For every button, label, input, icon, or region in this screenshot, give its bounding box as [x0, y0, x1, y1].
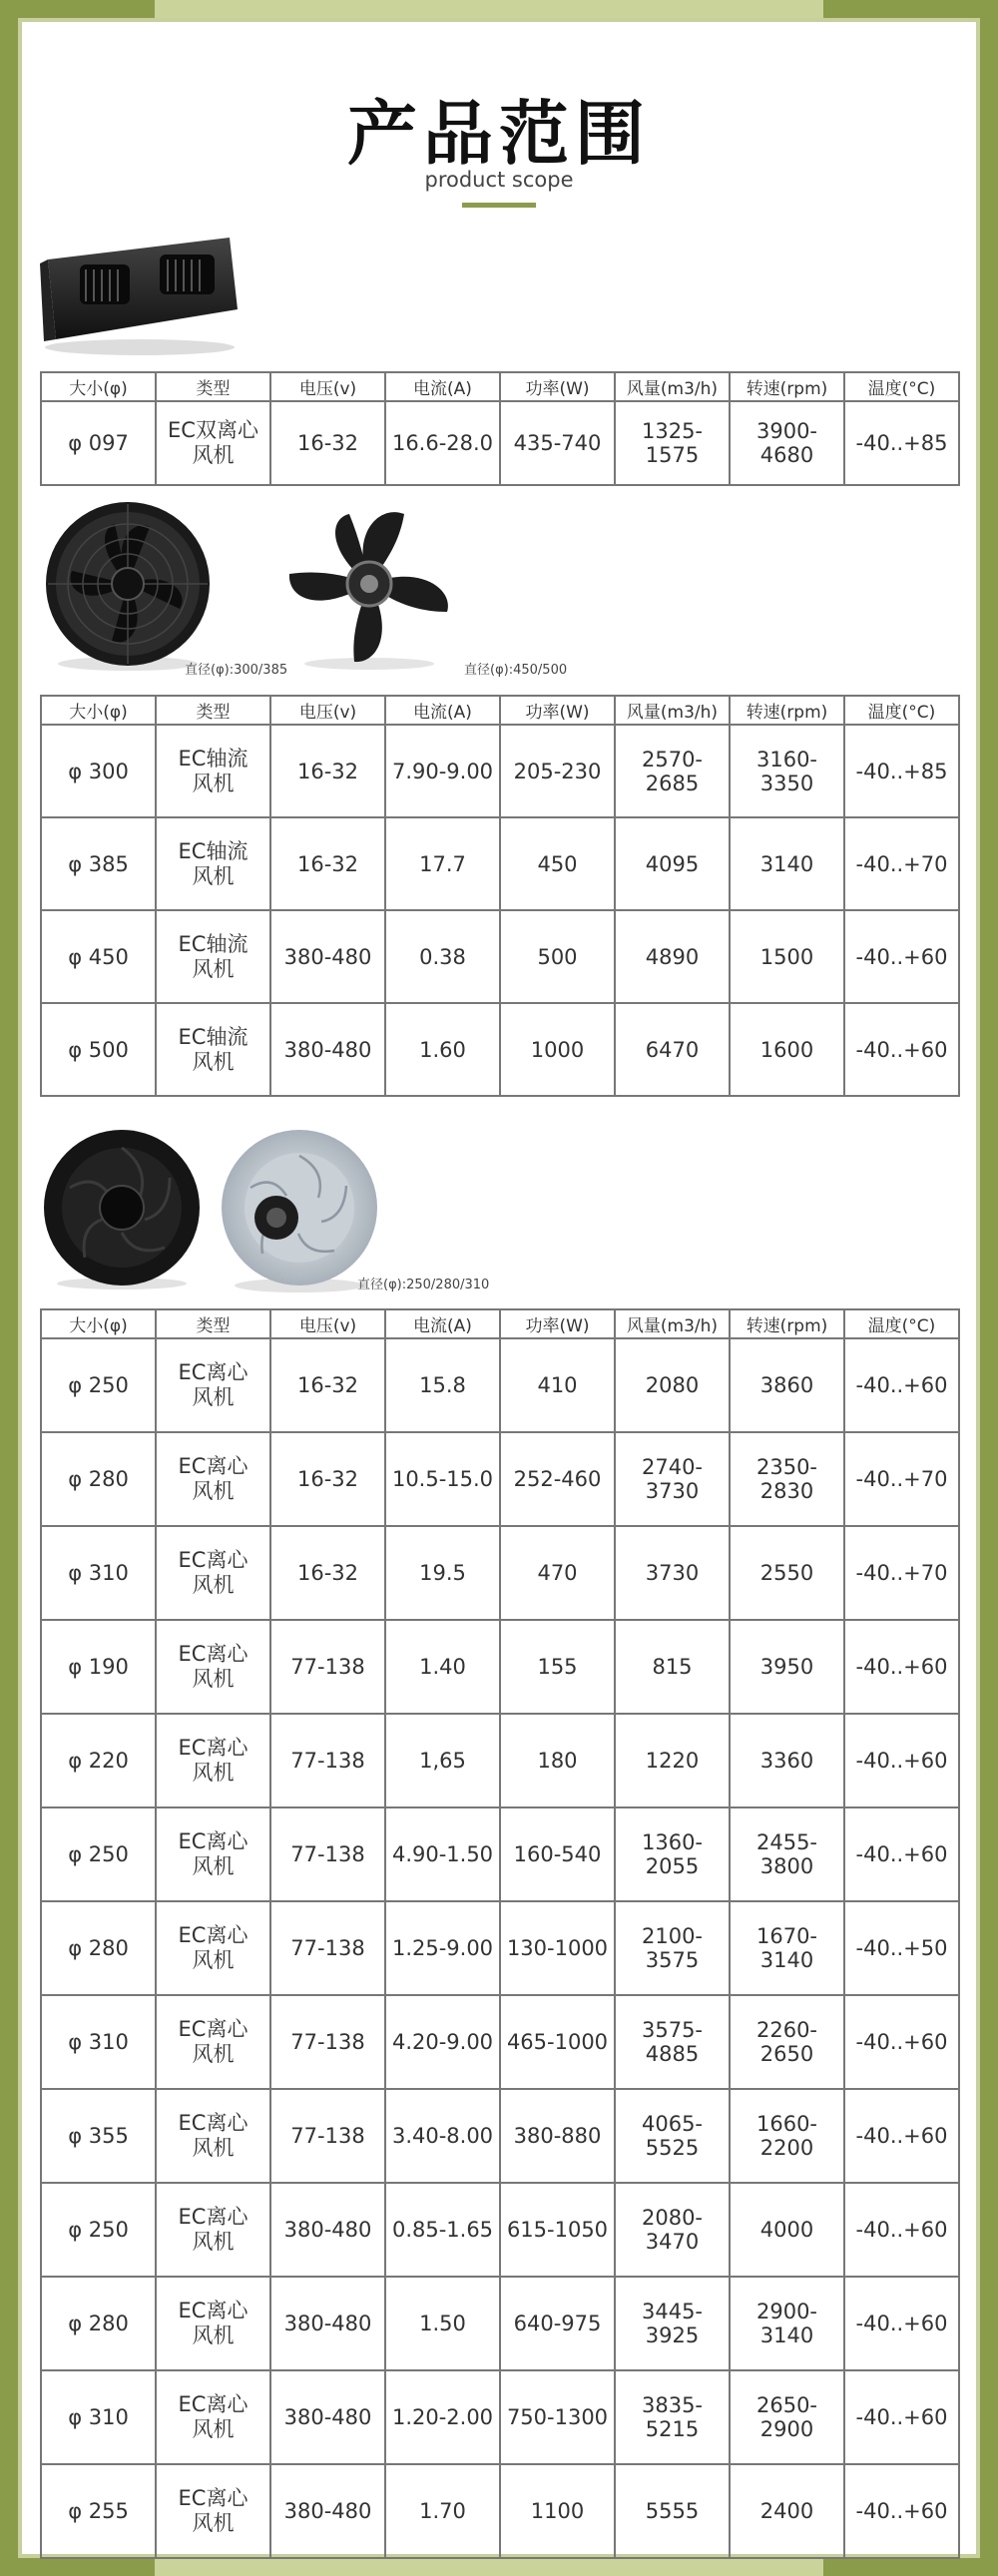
- cell-type: EC轴流 风机: [156, 1003, 270, 1096]
- cell-airflow: 4095: [615, 817, 730, 910]
- cell-current: 1.40: [385, 1620, 500, 1714]
- table-row: [41, 725, 959, 817]
- cell-speed: 2900-3140: [730, 2277, 844, 2370]
- cell-power: 450: [500, 817, 615, 910]
- cell-type: EC离心 风机: [156, 1432, 270, 1526]
- cell-airflow: 2100-3575: [615, 1901, 730, 1995]
- cell-airflow: 2570-2685: [615, 725, 730, 817]
- cell-type: EC离心 风机: [156, 2277, 270, 2370]
- cell-temperature: -40..+60: [844, 1620, 959, 1714]
- cell-current: 10.5-15.0: [385, 1432, 500, 1526]
- cell-speed: 2550: [730, 1526, 844, 1620]
- cell-airflow: 2080-3470: [615, 2183, 730, 2277]
- cell-speed: 2350-2830: [730, 1432, 844, 1526]
- cell-speed: 2650-2900: [730, 2370, 844, 2464]
- column-header-speed: 转速(rpm): [730, 372, 844, 401]
- page-title: 产品范围: [347, 93, 651, 175]
- cell-airflow: 4065-5525: [615, 2089, 730, 2183]
- title-underline: [462, 203, 536, 208]
- table-row: [41, 2464, 959, 2558]
- cell-voltage: 16-32: [270, 1432, 385, 1526]
- cell-power: 130-1000: [500, 1901, 615, 1995]
- section-3-caption: 直径(φ):250/280/310: [357, 1278, 490, 1292]
- double-centrifugal-fan-image: [40, 230, 240, 359]
- cell-type: EC离心 风机: [156, 2464, 270, 2558]
- cell-size: φ 097: [41, 401, 156, 485]
- cell-size: φ 190: [41, 1620, 156, 1714]
- spec-table-axial: [40, 695, 960, 1097]
- cell-current: 0.38: [385, 910, 500, 1003]
- column-header-power: 功率(W): [500, 1309, 615, 1338]
- cell-speed: 2260-2650: [730, 1995, 844, 2089]
- cell-speed: 1670-3140: [730, 1901, 844, 1995]
- table-row: [41, 1526, 959, 1620]
- cell-temperature: -40..+70: [844, 817, 959, 910]
- table-row: [41, 1995, 959, 2089]
- cell-voltage: 380-480: [270, 2464, 385, 2558]
- cell-size: φ 355: [41, 2089, 156, 2183]
- column-header-speed: 转速(rpm): [730, 696, 844, 725]
- table-row: [41, 2089, 959, 2183]
- table-row: [41, 1003, 959, 1096]
- cell-airflow: 4890: [615, 910, 730, 1003]
- cell-temperature: -40..+70: [844, 1526, 959, 1620]
- cell-voltage: 380-480: [270, 2183, 385, 2277]
- table-header-row: [41, 372, 959, 401]
- cell-size: φ 280: [41, 2277, 156, 2370]
- bottom-accent-bar: [155, 2558, 823, 2576]
- cell-power: 640-975: [500, 2277, 615, 2370]
- table-row: [41, 2183, 959, 2277]
- cell-type: EC离心 风机: [156, 1338, 270, 1432]
- cell-current: 1.20-2.00: [385, 2370, 500, 2464]
- cell-current: 19.5: [385, 1526, 500, 1620]
- cell-size: φ 300: [41, 725, 156, 817]
- cell-temperature: -40..+60: [844, 1995, 959, 2089]
- cell-voltage: 16-32: [270, 1526, 385, 1620]
- cell-airflow: 1220: [615, 1714, 730, 1807]
- cell-speed: 2400: [730, 2464, 844, 2558]
- cell-voltage: 77-138: [270, 2089, 385, 2183]
- cell-size: φ 310: [41, 2370, 156, 2464]
- table-row: [41, 1714, 959, 1807]
- cell-current: 3.40-8.00: [385, 2089, 500, 2183]
- cell-temperature: -40..+85: [844, 401, 959, 485]
- cell-voltage: 16-32: [270, 725, 385, 817]
- cell-power: 615-1050: [500, 2183, 615, 2277]
- cell-type: EC轴流 风机: [156, 910, 270, 1003]
- cell-current: 1.60: [385, 1003, 500, 1096]
- section-2-caption-1: 直径(φ):300/385: [185, 663, 288, 678]
- column-header-temperature: 温度(°C): [844, 696, 959, 725]
- cell-size: φ 250: [41, 2183, 156, 2277]
- cell-airflow: 815: [615, 1620, 730, 1714]
- column-header-type: 类型: [156, 372, 270, 401]
- cell-voltage: 77-138: [270, 1620, 385, 1714]
- cell-airflow: 1325-1575: [615, 401, 730, 485]
- table-row: [41, 2277, 959, 2370]
- cell-power: 180: [500, 1714, 615, 1807]
- cell-size: φ 450: [41, 910, 156, 1003]
- cell-airflow: 3445-3925: [615, 2277, 730, 2370]
- cell-type: EC离心 风机: [156, 1807, 270, 1901]
- spec-table-double-centrifugal: [40, 371, 960, 486]
- cell-speed: 3950: [730, 1620, 844, 1714]
- cell-voltage: 380-480: [270, 1003, 385, 1096]
- spec-table-centrifugal: [40, 1308, 960, 2559]
- axial-fan-blade-image: [279, 504, 459, 674]
- cell-current: 4.20-9.00: [385, 1995, 500, 2089]
- column-header-current: 电流(A): [385, 1309, 500, 1338]
- cell-temperature: -40..+60: [844, 2277, 959, 2370]
- table-row: [41, 401, 959, 485]
- table-header-row: [41, 696, 959, 725]
- cell-size: φ 250: [41, 1338, 156, 1432]
- cell-power: 470: [500, 1526, 615, 1620]
- cell-speed: 3140: [730, 817, 844, 910]
- column-header-voltage: 电压(v): [270, 696, 385, 725]
- column-header-airflow: 风量(m3/h): [615, 696, 730, 725]
- cell-speed: 1660-2200: [730, 2089, 844, 2183]
- cell-size: φ 500: [41, 1003, 156, 1096]
- cell-current: 17.7: [385, 817, 500, 910]
- cell-voltage: 16-32: [270, 1338, 385, 1432]
- cell-current: 1.25-9.00: [385, 1901, 500, 1995]
- cell-power: 500: [500, 910, 615, 1003]
- top-accent-bar: [155, 0, 823, 18]
- column-header-voltage: 电压(v): [270, 372, 385, 401]
- cell-power: 252-460: [500, 1432, 615, 1526]
- cell-speed: 3360: [730, 1714, 844, 1807]
- cell-speed: 1600: [730, 1003, 844, 1096]
- cell-type: EC离心 风机: [156, 2370, 270, 2464]
- cell-power: 160-540: [500, 1807, 615, 1901]
- cell-airflow: 2740-3730: [615, 1432, 730, 1526]
- column-header-airflow: 风量(m3/h): [615, 372, 730, 401]
- cell-type: EC轴流 风机: [156, 725, 270, 817]
- cell-current: 1.50: [385, 2277, 500, 2370]
- cell-temperature: -40..+50: [844, 1901, 959, 1995]
- column-header-size: 大小(φ): [41, 1309, 156, 1338]
- table-header-row: [41, 1309, 959, 1338]
- cell-size: φ 310: [41, 1995, 156, 2089]
- cell-current: 0.85-1.65: [385, 2183, 500, 2277]
- centrifugal-fan-silver-image: [215, 1126, 379, 1295]
- cell-power: 1000: [500, 1003, 615, 1096]
- cell-voltage: 77-138: [270, 1714, 385, 1807]
- cell-voltage: 380-480: [270, 2370, 385, 2464]
- column-header-current: 电流(A): [385, 696, 500, 725]
- cell-size: φ 250: [41, 1807, 156, 1901]
- cell-current: 7.90-9.00: [385, 725, 500, 817]
- cell-type: EC离心 风机: [156, 1901, 270, 1995]
- column-header-temperature: 温度(°C): [844, 372, 959, 401]
- cell-size: φ 280: [41, 1901, 156, 1995]
- cell-current: 4.90-1.50: [385, 1807, 500, 1901]
- cell-speed: 3160-3350: [730, 725, 844, 817]
- cell-voltage: 77-138: [270, 1807, 385, 1901]
- column-header-current: 电流(A): [385, 372, 500, 401]
- cell-temperature: -40..+85: [844, 725, 959, 817]
- cell-airflow: 6470: [615, 1003, 730, 1096]
- column-header-airflow: 风量(m3/h): [615, 1309, 730, 1338]
- axial-fan-guard-image: [40, 499, 215, 674]
- cell-temperature: -40..+60: [844, 1807, 959, 1901]
- cell-voltage: 16-32: [270, 401, 385, 485]
- cell-type: EC离心 风机: [156, 1526, 270, 1620]
- cell-type: EC双离心 风机: [156, 401, 270, 485]
- cell-type: EC离心 风机: [156, 2183, 270, 2277]
- column-header-power: 功率(W): [500, 372, 615, 401]
- column-header-size: 大小(φ): [41, 696, 156, 725]
- table-row: [41, 2370, 959, 2464]
- cell-power: 205-230: [500, 725, 615, 817]
- cell-size: φ 310: [41, 1526, 156, 1620]
- column-header-voltage: 电压(v): [270, 1309, 385, 1338]
- cell-temperature: -40..+60: [844, 2370, 959, 2464]
- cell-size: φ 220: [41, 1714, 156, 1807]
- column-header-type: 类型: [156, 1309, 270, 1338]
- cell-current: 1.70: [385, 2464, 500, 2558]
- column-header-temperature: 温度(°C): [844, 1309, 959, 1338]
- cell-temperature: -40..+60: [844, 1338, 959, 1432]
- cell-power: 465-1000: [500, 1995, 615, 2089]
- cell-voltage: 77-138: [270, 1995, 385, 2089]
- cell-power: 1100: [500, 2464, 615, 2558]
- cell-temperature: -40..+60: [844, 1003, 959, 1096]
- cell-voltage: 380-480: [270, 910, 385, 1003]
- cell-power: 155: [500, 1620, 615, 1714]
- cell-type: EC轴流 风机: [156, 817, 270, 910]
- cell-current: 16.6-28.0: [385, 401, 500, 485]
- table-row: [41, 1338, 959, 1432]
- cell-temperature: -40..+60: [844, 2089, 959, 2183]
- cell-speed: 2455-3800: [730, 1807, 844, 1901]
- cell-size: φ 280: [41, 1432, 156, 1526]
- cell-type: EC离心 风机: [156, 1714, 270, 1807]
- cell-current: 15.8: [385, 1338, 500, 1432]
- centrifugal-fan-black-image: [40, 1128, 205, 1292]
- cell-current: 1,65: [385, 1714, 500, 1807]
- cell-voltage: 380-480: [270, 2277, 385, 2370]
- cell-type: EC离心 风机: [156, 1620, 270, 1714]
- column-header-power: 功率(W): [500, 696, 615, 725]
- cell-power: 435-740: [500, 401, 615, 485]
- cell-temperature: -40..+60: [844, 2464, 959, 2558]
- section-2-caption-2: 直径(φ):450/500: [464, 663, 568, 678]
- cell-temperature: -40..+70: [844, 1432, 959, 1526]
- cell-type: EC离心 风机: [156, 1995, 270, 2089]
- column-header-size: 大小(φ): [41, 372, 156, 401]
- cell-power: 380-880: [500, 2089, 615, 2183]
- cell-temperature: -40..+60: [844, 1714, 959, 1807]
- cell-airflow: 3835-5215: [615, 2370, 730, 2464]
- column-header-type: 类型: [156, 696, 270, 725]
- cell-airflow: 2080: [615, 1338, 730, 1432]
- cell-speed: 3900-4680: [730, 401, 844, 485]
- cell-airflow: 1360-2055: [615, 1807, 730, 1901]
- cell-power: 750-1300: [500, 2370, 615, 2464]
- cell-voltage: 77-138: [270, 1901, 385, 1995]
- cell-power: 410: [500, 1338, 615, 1432]
- cell-airflow: 3575-4885: [615, 1995, 730, 2089]
- cell-temperature: -40..+60: [844, 910, 959, 1003]
- table-row: [41, 910, 959, 1003]
- cell-size: φ 255: [41, 2464, 156, 2558]
- cell-temperature: -40..+60: [844, 2183, 959, 2277]
- cell-speed: 4000: [730, 2183, 844, 2277]
- cell-airflow: 5555: [615, 2464, 730, 2558]
- cell-size: φ 385: [41, 817, 156, 910]
- table-row: [41, 1432, 959, 1526]
- cell-type: EC离心 风机: [156, 2089, 270, 2183]
- cell-airflow: 3730: [615, 1526, 730, 1620]
- table-row: [41, 1807, 959, 1901]
- column-header-speed: 转速(rpm): [730, 1309, 844, 1338]
- table-row: [41, 1620, 959, 1714]
- cell-voltage: 16-32: [270, 817, 385, 910]
- cell-speed: 3860: [730, 1338, 844, 1432]
- table-row: [41, 817, 959, 910]
- page-subtitle: product scope: [424, 168, 574, 192]
- cell-speed: 1500: [730, 910, 844, 1003]
- table-row: [41, 1901, 959, 1995]
